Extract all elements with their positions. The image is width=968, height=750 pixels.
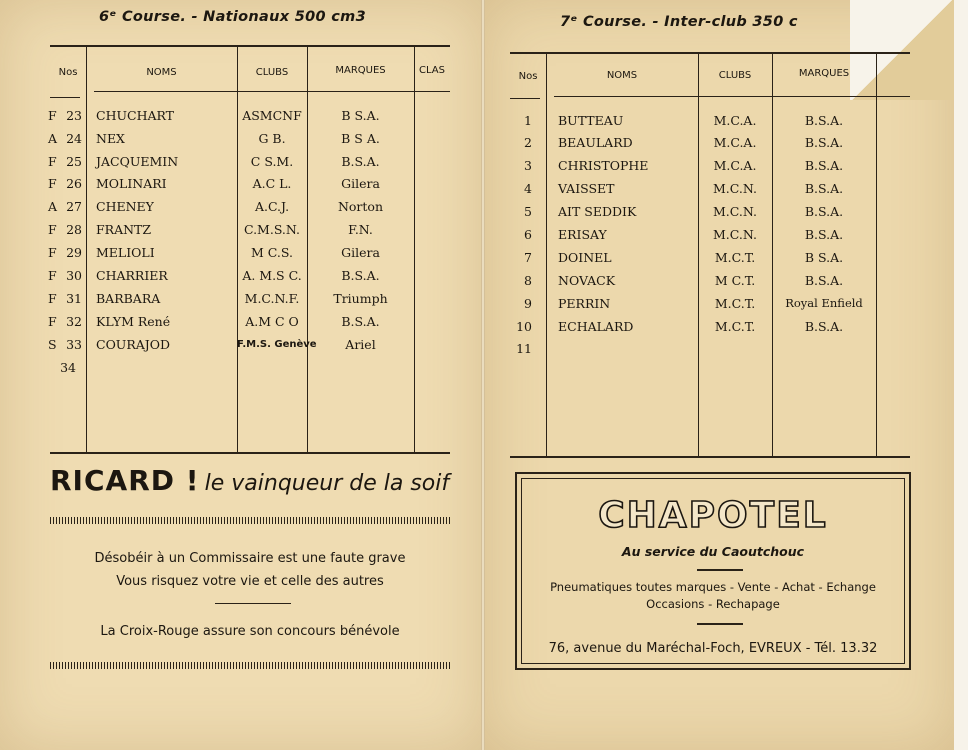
entry-number: 23: [66, 108, 82, 123]
table-row: [50, 268, 450, 290]
entry-club: M C.S.: [251, 245, 293, 260]
table-row: [510, 250, 910, 272]
chapotel-address: 76, avenue du Maréchal-Foch, EVREUX - Tél. 13.32: [548, 641, 878, 656]
entry-brand: B.S.A.: [804, 273, 844, 288]
entry-number: 3: [524, 158, 532, 173]
entry-name: CHARRIER: [96, 268, 168, 283]
entry-brand: B.S.A.: [804, 135, 844, 150]
entry-brand: Gilera: [341, 176, 380, 191]
entry-name: AIT SEDDIK: [558, 204, 637, 219]
entry-name: VAISSET: [558, 181, 615, 196]
entry-number: 33: [66, 337, 82, 352]
table-row: [510, 341, 910, 363]
entry-club: A. M.S C.: [242, 268, 302, 283]
entry-brand: B.S.A.: [804, 204, 844, 219]
ricard-brand: RICARD !: [50, 464, 200, 497]
entry-name: COURAJOD: [96, 337, 171, 352]
entry-name: KLYM René: [96, 314, 171, 329]
entry-brand: B.S.A.: [804, 319, 844, 334]
entry-number: 24: [66, 131, 82, 146]
table-row: [510, 296, 910, 318]
table-row: [510, 135, 910, 157]
entry-name: JACQUEMIN: [96, 154, 179, 169]
race-7-entry-table: [510, 52, 910, 458]
advert-inner-frame: [521, 478, 905, 664]
entry-number: 26: [66, 176, 82, 191]
entry-number: 34: [60, 360, 76, 375]
table-row: [510, 319, 910, 341]
race-6-title: 6ᵉ Course. - Nationaux 500 cm3: [99, 9, 366, 25]
entry-club: F.M.S. Genève: [237, 339, 317, 350]
col-header-marques: MARQUES: [335, 65, 386, 76]
red-cross-notice: La Croix-Rouge assure son concours bénévole: [100, 624, 400, 639]
entry-prefix: A: [48, 131, 58, 146]
entry-name: CHUCHART: [96, 108, 175, 123]
entry-brand: B S.A.: [341, 108, 380, 123]
table-row: [510, 204, 910, 226]
entry-club: C S.M.: [250, 154, 294, 169]
entry-number: 4: [524, 181, 532, 196]
entry-number: 6: [524, 227, 532, 242]
table-row: [50, 222, 450, 244]
hatched-divider: [50, 662, 450, 669]
table-row: [50, 314, 450, 336]
entry-brand: B S A.: [341, 131, 380, 146]
entry-name: ECHALARD: [558, 319, 634, 334]
table-row: [50, 245, 450, 267]
col-header-clas: CLAS: [419, 65, 445, 76]
entry-club: M C.T.: [714, 273, 756, 288]
chapotel-tagline: Au service du Caoutchouc: [621, 544, 805, 559]
entry-number: 27: [66, 199, 82, 214]
table-row: [50, 108, 450, 130]
race-6-entry-table: [50, 45, 450, 454]
entry-name: CHENEY: [96, 199, 154, 214]
col-header-no: Nos: [518, 71, 538, 82]
chapotel-advert: [515, 472, 911, 670]
entry-number: 30: [66, 268, 82, 283]
entry-club: M.C.T.: [714, 319, 756, 334]
entry-name: FRANTZ: [96, 222, 152, 237]
race-7-title: 7ᵉ Course. - Inter-club 350 c: [560, 14, 798, 30]
entry-prefix: S: [48, 337, 57, 352]
table-row: [50, 291, 450, 313]
entry-club: M.C.N.: [713, 181, 757, 196]
divider: [215, 603, 291, 604]
col-header-noms: NOMS: [146, 67, 177, 78]
table-row: [510, 113, 910, 135]
entry-name: ERISAY: [558, 227, 607, 242]
table-rule: [510, 98, 540, 99]
entry-brand: Norton: [337, 199, 384, 214]
entry-name: BEAULARD: [558, 135, 633, 150]
table-row: [510, 158, 910, 180]
entry-brand: B.S.A.: [804, 158, 844, 173]
entry-prefix: F: [48, 154, 57, 169]
entry-number: 8: [524, 273, 532, 288]
entry-club: M.C.T.: [714, 250, 756, 265]
table-row: [50, 337, 450, 359]
entry-number: 25: [66, 154, 82, 169]
entry-club: A.C L.: [252, 176, 292, 191]
entry-club: M.C.A.: [713, 113, 757, 128]
entry-brand: F.N.: [348, 222, 373, 237]
entry-prefix: F: [48, 176, 57, 191]
entry-name: PERRIN: [558, 296, 611, 311]
entry-prefix: F: [48, 245, 57, 260]
col-header-noms: NOMS: [606, 70, 638, 81]
entry-number: 11: [516, 341, 532, 356]
entry-club: M.C.A.: [713, 158, 757, 173]
chapotel-services: Occasions - Rechapage: [646, 597, 780, 611]
book-fold: [481, 0, 485, 750]
entry-brand: Royal Enfield: [785, 296, 863, 310]
entry-prefix: F: [48, 291, 57, 306]
entry-number: 1: [524, 113, 532, 128]
table-row: [50, 176, 450, 198]
table-row: [50, 199, 450, 221]
safety-notice-line: Désobéir à un Commissaire est une faute grave: [94, 551, 406, 566]
entry-brand: B.S.A.: [341, 154, 380, 169]
entry-number: 10: [516, 319, 532, 334]
ricard-advert: [50, 464, 449, 497]
divider: [697, 623, 743, 625]
entry-club: M.C.A.: [713, 135, 757, 150]
ricard-slogan: le vainqueur de la soif: [204, 471, 450, 496]
entry-number: 9: [524, 296, 532, 311]
col-header-clubs: CLUBS: [718, 70, 752, 81]
page-edge: [954, 0, 968, 750]
table-row: [50, 360, 450, 382]
entry-name: MOLINARI: [96, 176, 167, 191]
entry-name: BUTTEAU: [558, 113, 624, 128]
col-header-marques: MARQUES: [798, 68, 850, 79]
entry-club: C.M.S.N.: [243, 222, 301, 237]
safety-notice-line: Vous risquez votre vie et celle des autres: [116, 574, 384, 589]
entry-number: 28: [66, 222, 82, 237]
hatched-divider: [50, 517, 450, 524]
entry-club: M.C.T.: [714, 296, 756, 311]
chapotel-services: Pneumatiques toutes marques - Vente - Achat - Echange: [550, 580, 876, 594]
col-header-no: Nos: [58, 67, 78, 78]
table-rule: [554, 96, 910, 97]
table-row: [510, 181, 910, 203]
entry-brand: B.S.A.: [804, 181, 844, 196]
entry-name: NEX: [96, 131, 125, 146]
table-row: [50, 131, 450, 153]
entry-name: NOVACK: [558, 273, 616, 288]
divider: [697, 569, 743, 571]
entry-brand: B.S.A.: [804, 227, 844, 242]
entry-brand: B.S.A.: [341, 314, 380, 329]
entry-number: 5: [524, 204, 532, 219]
entry-prefix: A: [48, 199, 58, 214]
entry-number: 2: [524, 135, 532, 150]
entry-club: M.C.N.: [713, 204, 757, 219]
entry-prefix: F: [48, 108, 57, 123]
table-row: [510, 227, 910, 249]
entry-brand: B.S.A.: [804, 113, 844, 128]
entry-club: G B.: [258, 131, 286, 146]
entry-brand: B S.A.: [804, 250, 844, 265]
entry-name: BARBARA: [96, 291, 161, 306]
entry-club: A.M C O: [245, 314, 299, 329]
entry-name: MELIOLI: [96, 245, 155, 260]
entry-prefix: F: [48, 222, 57, 237]
table-rule: [94, 91, 450, 92]
entry-brand: Triumph: [333, 291, 388, 306]
entry-name: DOINEL: [558, 250, 612, 265]
entry-club: M.C.N.: [713, 227, 757, 242]
table-row: [50, 154, 450, 176]
entry-number: 32: [66, 314, 82, 329]
chapotel-brand: CHAPOTEL: [598, 495, 828, 536]
entry-number: 31: [66, 291, 82, 306]
entry-brand: Gilera: [341, 245, 380, 260]
table-row: [510, 273, 910, 295]
entry-club: M.C.N.F.: [244, 291, 300, 306]
col-header-clubs: CLUBS: [255, 67, 289, 78]
entry-number: 29: [66, 245, 82, 260]
entry-name: CHRISTOPHE: [558, 158, 649, 173]
entry-number: 7: [524, 250, 532, 265]
entry-club: A.C.J.: [254, 199, 290, 214]
table-rule: [50, 97, 80, 98]
entry-prefix: F: [48, 314, 57, 329]
entry-club: ASMCNF: [242, 108, 302, 123]
entry-brand: B.S.A.: [341, 268, 380, 283]
entry-brand: Ariel: [345, 337, 376, 352]
entry-prefix: F: [48, 268, 57, 283]
